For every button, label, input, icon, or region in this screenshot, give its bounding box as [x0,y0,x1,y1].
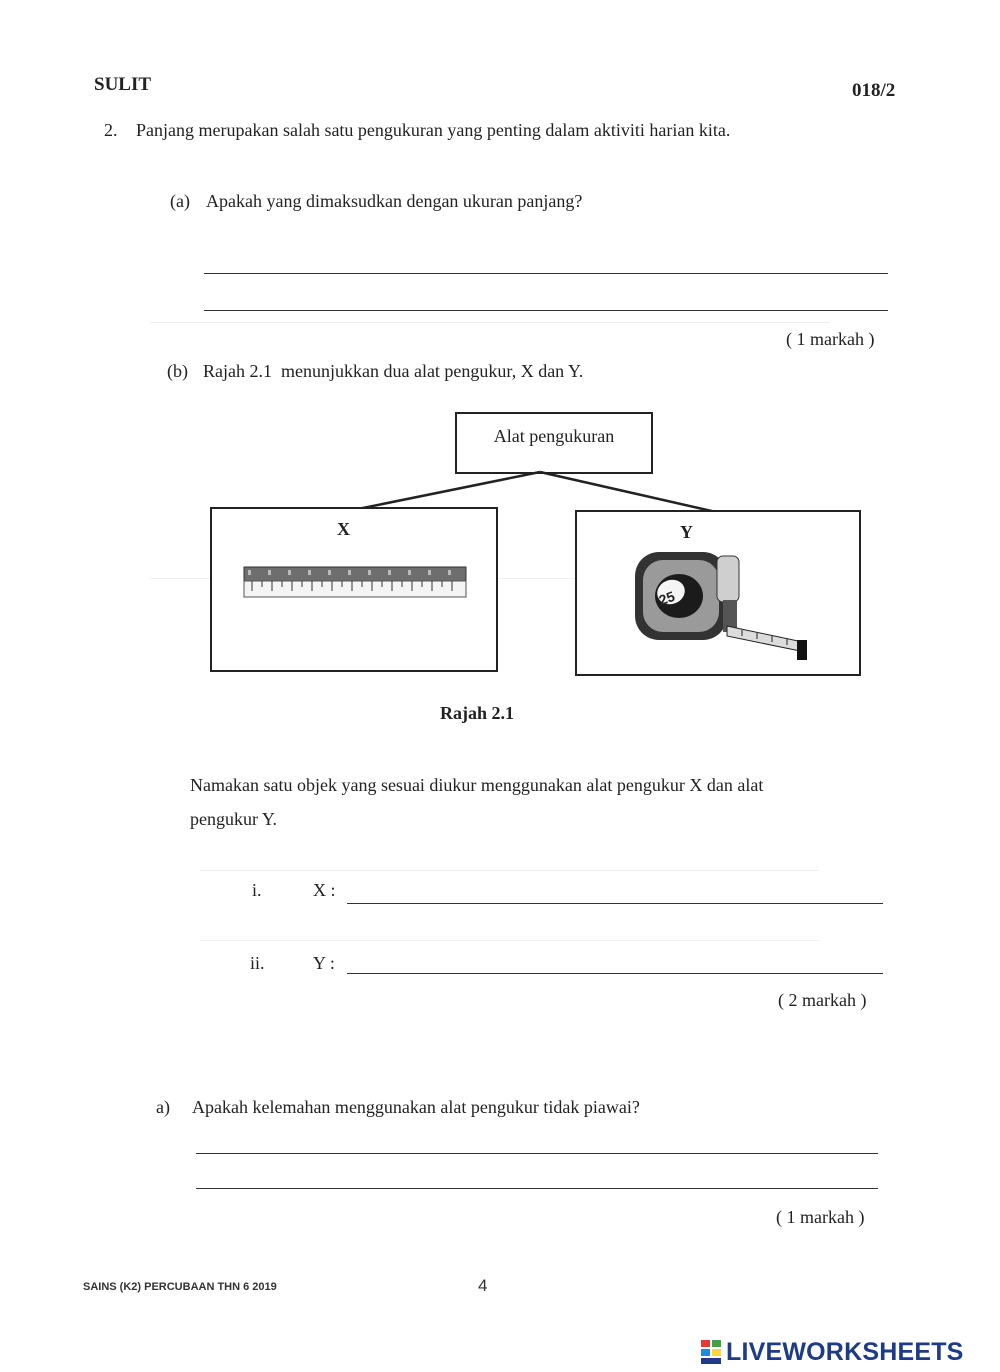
extra-question: Apakah kelemahan menggunakan alat pengukur tidak piawai? [192,1097,640,1117]
instruction-line-2: pengukur Y. [190,809,277,829]
diagram-x-label: X [337,519,350,539]
extra-answer-line-2[interactable] [198,1163,880,1189]
header-sulit: SULIT [94,74,152,95]
item-ii-label: Y : [313,953,335,973]
part-b-label: (b) [167,361,188,381]
footer-left: SAINS (K2) PERCUBAAN THN 6 2019 [83,1281,277,1293]
answer-rule [347,903,883,904]
part-a-question: Apakah yang dimaksudkan dengan ukuran panjang? [206,191,583,211]
connector-right [540,472,716,512]
part-a-label: (a) [170,191,190,211]
item-i-number: i. [252,880,262,900]
part-b-question: Rajah 2.1 menunjukkan dua alat pengukur, X dan Y. [203,361,584,381]
question-number: 2. [104,120,118,140]
diagram-top-label: Alat pengukuran [493,426,615,446]
part-a-marks: ( 1 markah ) [786,329,875,349]
tape-number: 25 [656,587,677,609]
part-b-marks: ( 2 markah ) [778,990,867,1010]
diagram-connector-lines [0,0,1000,560]
diagram-box-x [210,507,498,672]
extra-answer-line-1[interactable] [198,1128,880,1154]
answer-y-input[interactable] [350,948,884,974]
diagram-caption: Rajah 2.1 [440,703,515,723]
footer-page-number: 4 [478,1276,488,1295]
measuring-tape-icon [627,540,827,670]
answer-rule [196,1153,878,1154]
liveworksheets-logo-icon [700,1339,724,1365]
diagram-y-label: Y [680,522,693,542]
item-i-label: X : [313,880,336,900]
item-ii-number: ii. [250,953,265,973]
liveworksheets-brand: LIVEWORKSHEETS [726,1337,964,1366]
answer-rule [196,1188,878,1189]
answer-rule [347,973,883,974]
connector-left [353,472,540,510]
instruction-line-1: Namakan satu objek yang sesuai diukur menggunakan alat pengukur X dan alat [190,775,764,795]
liveworksheets-watermark [700,1338,964,1366]
question-stem: Panjang merupakan salah satu pengukuran yang penting dalam aktiviti harian kita. [136,120,731,140]
header-paper-code: 018/2 [852,80,896,101]
extra-label: a) [156,1097,170,1117]
answer-x-input[interactable] [350,878,884,904]
ruler-icon [242,565,468,601]
extra-marks: ( 1 markah ) [776,1207,865,1227]
diagram-box-y [575,510,861,676]
